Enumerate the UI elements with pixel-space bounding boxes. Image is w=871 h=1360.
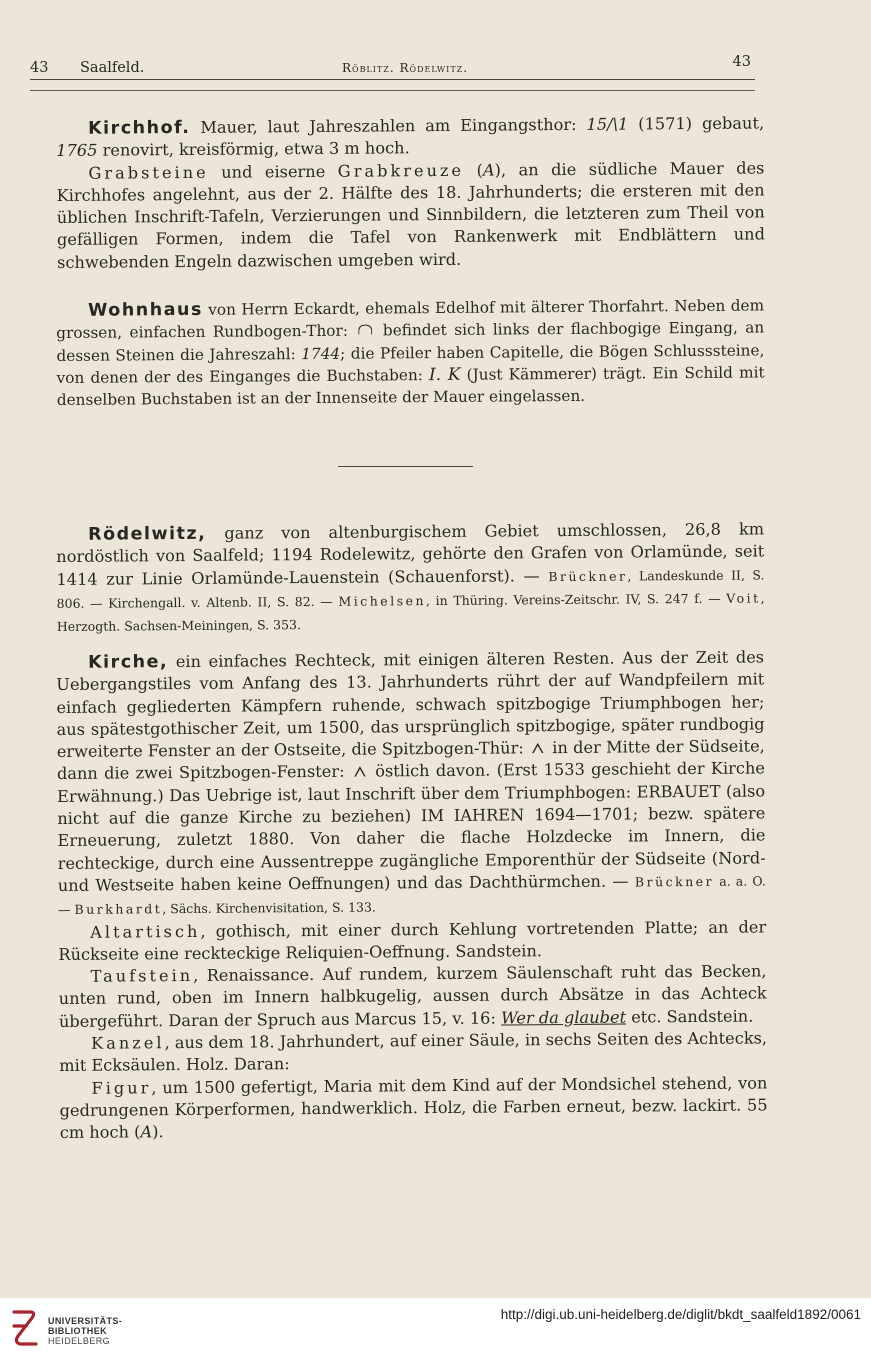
page-number-right: 43: [732, 54, 751, 70]
ref-author: Brückner: [548, 568, 628, 584]
text: östlich davon. (Erst 1533 geschieht der Kirche Erwähnung.) Das Uebrige ist, laut Inschrift über dem Triumphbogen: ERBAUET (also nicht auf die ganze Kirche zu beziehen) IM IAHREN 1694—1701; bezw. spätere Erneuerung, zuletzt 1880. Von daher die flache Holzdecke im Innern, die rechteckige, durch eine Aussentreppe zugängliche Emporenthür der Südseite (Nord- und Westseite haben keine Oeffnungen) und das Dachthürmchen. —: [57, 758, 766, 895]
text: ganz von altenburgischem Gebiet umschlossen, 26,8 km nordöstlich von Saalfeld; 1194 Rodelewitz, gehörte den Grafen von Orlamünde, seit 1414 zur Linie Orlamünde-Lauenstein (Schauenforst). —: [56, 519, 765, 589]
term-kanzel: Kanzel: [90, 1033, 165, 1053]
text: und eiserne: [208, 161, 338, 182]
paragraph-kirchhof: [56, 112, 765, 274]
ref-text: , Landeskunde II, S. 806. — Kirchengall. v. Altenb. II, S. 82. —: [56, 567, 765, 611]
ref-author: Burkhardt: [74, 901, 163, 918]
ref-author: Michelsen: [338, 592, 427, 609]
text: , aus dem 18. Jahrhundert, auf einer Säule, in sechs Seiten des Achtecks, mit Ecksäulen. Holz. Daran:: [59, 1028, 768, 1076]
text: Mauer, laut Jahreszahlen am Eingangsthor:: [190, 114, 587, 137]
pointed-arch-icon: [532, 743, 544, 753]
round-arch-icon: [358, 325, 372, 335]
ref-text: , Herzogth. Sachsen-Meiningen, S. 353.: [56, 590, 765, 635]
paragraph-kirche: [56, 646, 768, 1144]
text: ; die Pfeiler haben Capitelle, die Bögen Schlusssteine, von denen der des Einganges die Buchstaben:: [56, 341, 765, 387]
logo-line: UNIVERSITÄTS-: [48, 1316, 123, 1326]
text: ein einfaches Rechteck, mit einigen älteren Resten. Aus der Zeit des Uebergangstiles vom Anfang des 13. Jahrhunderts rührt der auf Wandpfeilern mit einfach gegliederten Kämpfern ruhende, schwach spitzbogige Triumphbogen her; aus spätestgothischer Zeit, um 1500, das ursprünglich spitzbogige, später rundbogig erweiterte Fenster an der Ostseite, die Spitzbogen-Thür:: [56, 647, 765, 762]
running-header: [30, 54, 755, 78]
paragraph-wohnhaus: [56, 294, 765, 411]
mark-a: A: [482, 160, 495, 180]
heading-kirchhof: Kirchhof.: [88, 117, 191, 139]
text: (Just Kämmerer) trägt. Ein Schild mit denselben Buchstaben ist an der Innenseite der Mauer eingelassen.: [56, 363, 765, 410]
year-inscription: 15/\1: [586, 114, 629, 134]
term-figur: Figur: [91, 1077, 152, 1098]
ref-text: , in Thüring. Vereins-Zeitschr. IV, S. 247 f. —: [425, 590, 727, 608]
quote: Wer da glaubet: [500, 1007, 627, 1028]
pointed-arch-icon: [354, 767, 366, 777]
paragraph-roedelwitz: [56, 518, 765, 638]
header-place: Saalfeld.: [80, 60, 145, 76]
logo-line: HEIDELBERG: [48, 1336, 111, 1346]
term-altartisch: Altartisch: [90, 921, 201, 942]
text: ).: [152, 1122, 164, 1142]
page-number-left: 43: [30, 60, 49, 76]
term-grabkreuze: Grabkreuze: [337, 160, 465, 181]
university-logo-icon: [10, 1306, 40, 1350]
heading-roedelwitz: Rödelwitz,: [88, 523, 207, 545]
term-taufstein: Taufstein: [90, 966, 194, 986]
text: , um 1500 gefertigt, Maria mit dem Kind auf der Mondsichel stehend, von gedrungenen Körperformen, handwerklich. Holz, die Farben erneut, bezw. lackirt. 55 cm hoch (: [59, 1073, 768, 1143]
text: von Herrn Eckardt, ehemals Edelhof mit älterer Thorfahrt. Neben dem grossen, einfachen Rundbogen-Thor:: [56, 296, 765, 343]
initials-inscription: I. K: [428, 364, 461, 385]
ref-text: , Sächs. Kirchenvisitation, S. 133.: [162, 899, 376, 917]
term-grabsteine: Grabsteine: [88, 162, 209, 183]
mark-a: A: [140, 1122, 153, 1142]
header-title: Röblitz. Rödelwitz.: [342, 61, 469, 75]
text: etc. Sandstein.: [625, 1006, 754, 1027]
year-inscription: 1765: [56, 140, 98, 161]
year-inscription: 1744: [301, 344, 341, 363]
text: ), an die südliche Mauer des Kirchhofes angelehnt, aus der 2. Hälfte des 18. Jahrhunderts; die ersteren mit den üblichen Inschrift-Tafeln, Verzierungen und Sinnbildern, die letzteren zum Theil von gefälligen Formen, indem die Tafel von Rankenwerk mit Endblättern und schwebenden Engeln dazwischen umgeben wird.: [56, 158, 766, 272]
text: in der Mitte der Südseite, dann die zwei Spitzbogen-Fenster:: [56, 736, 765, 784]
text: befindet sich links der flachbogige Eingang, an dessen Steinen die Jahreszahl:: [56, 318, 765, 365]
header-rule-top: [30, 79, 755, 80]
text: , gothisch, mit einer durch Kehlung vortretenden Platte; an der Rückseite eine reckteckige Reliquien-Oeffnung. Sandstein.: [58, 916, 767, 964]
header-rule-bottom: [30, 90, 755, 91]
source-url-link[interactable]: http://digi.ub.uni-heidelberg.de/diglit/bkdt_saalfeld1892/0061: [500, 1307, 861, 1322]
ref-text: a. a. O. —: [57, 873, 766, 918]
text: (: [464, 160, 483, 180]
text: renovirt, kreisförmig, etwa 3 m hoch.: [97, 138, 410, 160]
heading-wohnhaus: Wohnhaus: [88, 299, 203, 321]
ref-author: Voit: [726, 590, 761, 606]
ref-author: Brückner: [634, 873, 715, 890]
heading-kirche: Kirche,: [88, 652, 169, 673]
section-divider: [338, 466, 473, 467]
university-logo-text: [48, 1316, 122, 1346]
text: (1571) gebaut,: [628, 113, 765, 134]
logo-line: BIBLIOTHEK: [48, 1326, 107, 1336]
text: , Renaissance. Auf rundem, kurzem Säulenschaft ruht das Becken, unten rund, oben im Innern halbkugelig, aussen durch Absätze in das Achteck übergeführt. Daran der Spruch aus Marcus 15, v. 16:: [58, 961, 767, 1031]
